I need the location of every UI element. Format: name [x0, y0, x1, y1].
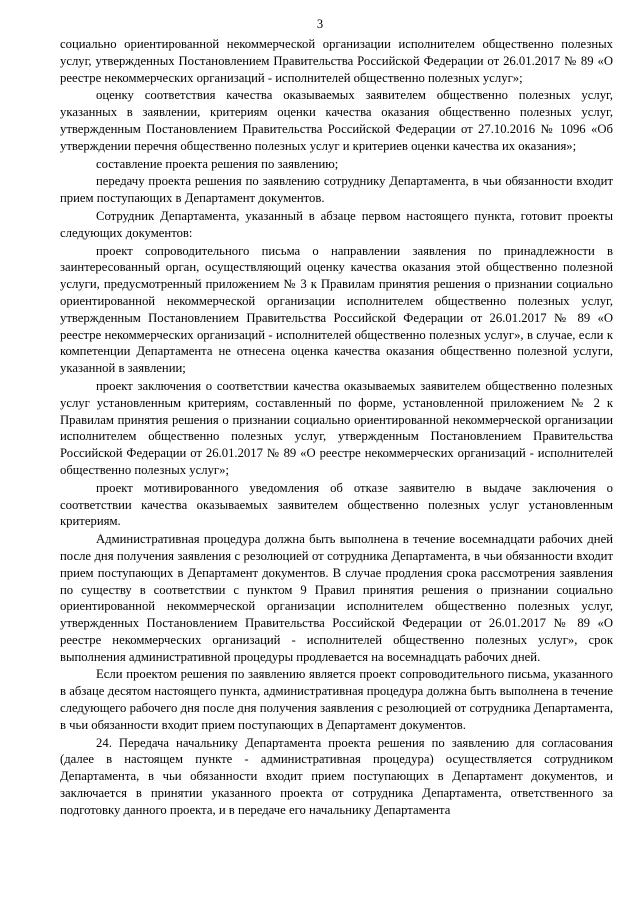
paragraph: оценку соответствия качества оказываемых заявителем общественно полезных услуг, указанных в заявлении, критериям оценки качества оказания общественно полезных услуг, утвержденным Постановлением Правительства Российской Федерации от 27.10.2016 № 1096 «Об утверждении перечня общественно полезных услуг и критериев оценки качества их оказания»;	[60, 88, 613, 153]
paragraph: проект заключения о соответствии качества оказываемых заявителем общественно полезных услуг установленным критериям, составленный по форме, установленной приложением № 2 к Правилам принятия решения о признании социально ориентированной некоммерческой организации исполнителем общественно полезных услуг, утвержденным Постановлением Правительства Российской Федерации от 26.01.2017 № 89 «О реестре некоммерческих организаций - исполнителей общественно полезных услуг»;	[60, 378, 613, 477]
paragraph: Административная процедура должна быть выполнена в течение восемнадцати рабочих дней после дня получения заявления с резолюцией от сотрудника Департамента, в чьи обязанности входит прием поступающих в Департамент документов. В случае продления срока рассмотрения заявления по существу в соответствии с пунктом 9 Правил принятия решения о признании социально ориентированной некоммерческой организации исполнителем общественно полезных услуг, утвержденных Постановлением Правительства Российской Федерации от 26.01.2017 № 89 «О реестре некоммерческих организаций - исполнителей общественно полезных услуг», срок выполнения административной процедуры продлевается на восемнадцать рабочих дней.	[60, 532, 613, 664]
paragraph-item-24: 24. Передача начальнику Департамента проекта решения по заявлению для согласования (далее в настоящем пункте - административная процедура) осуществляется сотрудником Департамента, в чьи обязанности входит прием поступающих в Департамент документов, и заключается в принятии указанного проекта от сотрудника Департамента, ответственного за подготовку данного проекта, и в передаче его начальнику Департамента	[60, 735, 613, 817]
paragraph: передачу проекта решения по заявлению сотруднику Департамента, в чьи обязанности входит прием поступающих в Департамент документов.	[60, 174, 613, 206]
paragraph: Сотрудник Департамента, указанный в абзаце первом настоящего пункта, готовит проекты следующих документов:	[60, 208, 613, 240]
document-body	[60, 36, 613, 820]
paragraph: Если проектом решения по заявлению является проект сопроводительного письма, указанного в абзаце десятом настоящего пункта, административная процедура должна быть выполнена в течение следующего рабочего дня после дня получения заявления с резолюцией от сотрудника Департамента, в чьи обязанности входит прием поступающих в Департамент документов.	[60, 667, 613, 732]
paragraph: проект сопроводительного письма о направлении заявления по принадлежности в заинтересованный орган, осуществляющий оценку качества оказания этой общественно полезной услуги, предусмотренный приложением № 3 к Правилам принятия решения о признании социально ориентированной некоммерческой организации исполнителем общественно полезных услуг, утвержденным Постановлением Правительства Российской Федерации от 26.01.2017 № 89 «О реестре некоммерческих организаций - исполнителей общественно полезных услуг», в случае, если к компетенции Департамента не отнесена оценка качества оказания общественно полезной услуги, указанной в заявлении;	[60, 243, 613, 376]
page-number: 3	[316, 17, 324, 31]
paragraph: составление проекта решения по заявлению;	[96, 156, 339, 171]
paragraph-continuation: социально ориентированной некоммерческой организации исполнителем общественно полезных услуг, утвержденных Постановлением Правительства Российской Федерации от 26.01.2017 № 89 «О реестре некоммерческих организаций - исполнителей общественно полезных услуг»;	[60, 37, 613, 85]
paragraph: проект мотивированного уведомления об отказе заявителю в выдаче заключения о соответствии качества оказываемых заявителем общественно полезных услуг установленным критериям.	[60, 480, 613, 529]
